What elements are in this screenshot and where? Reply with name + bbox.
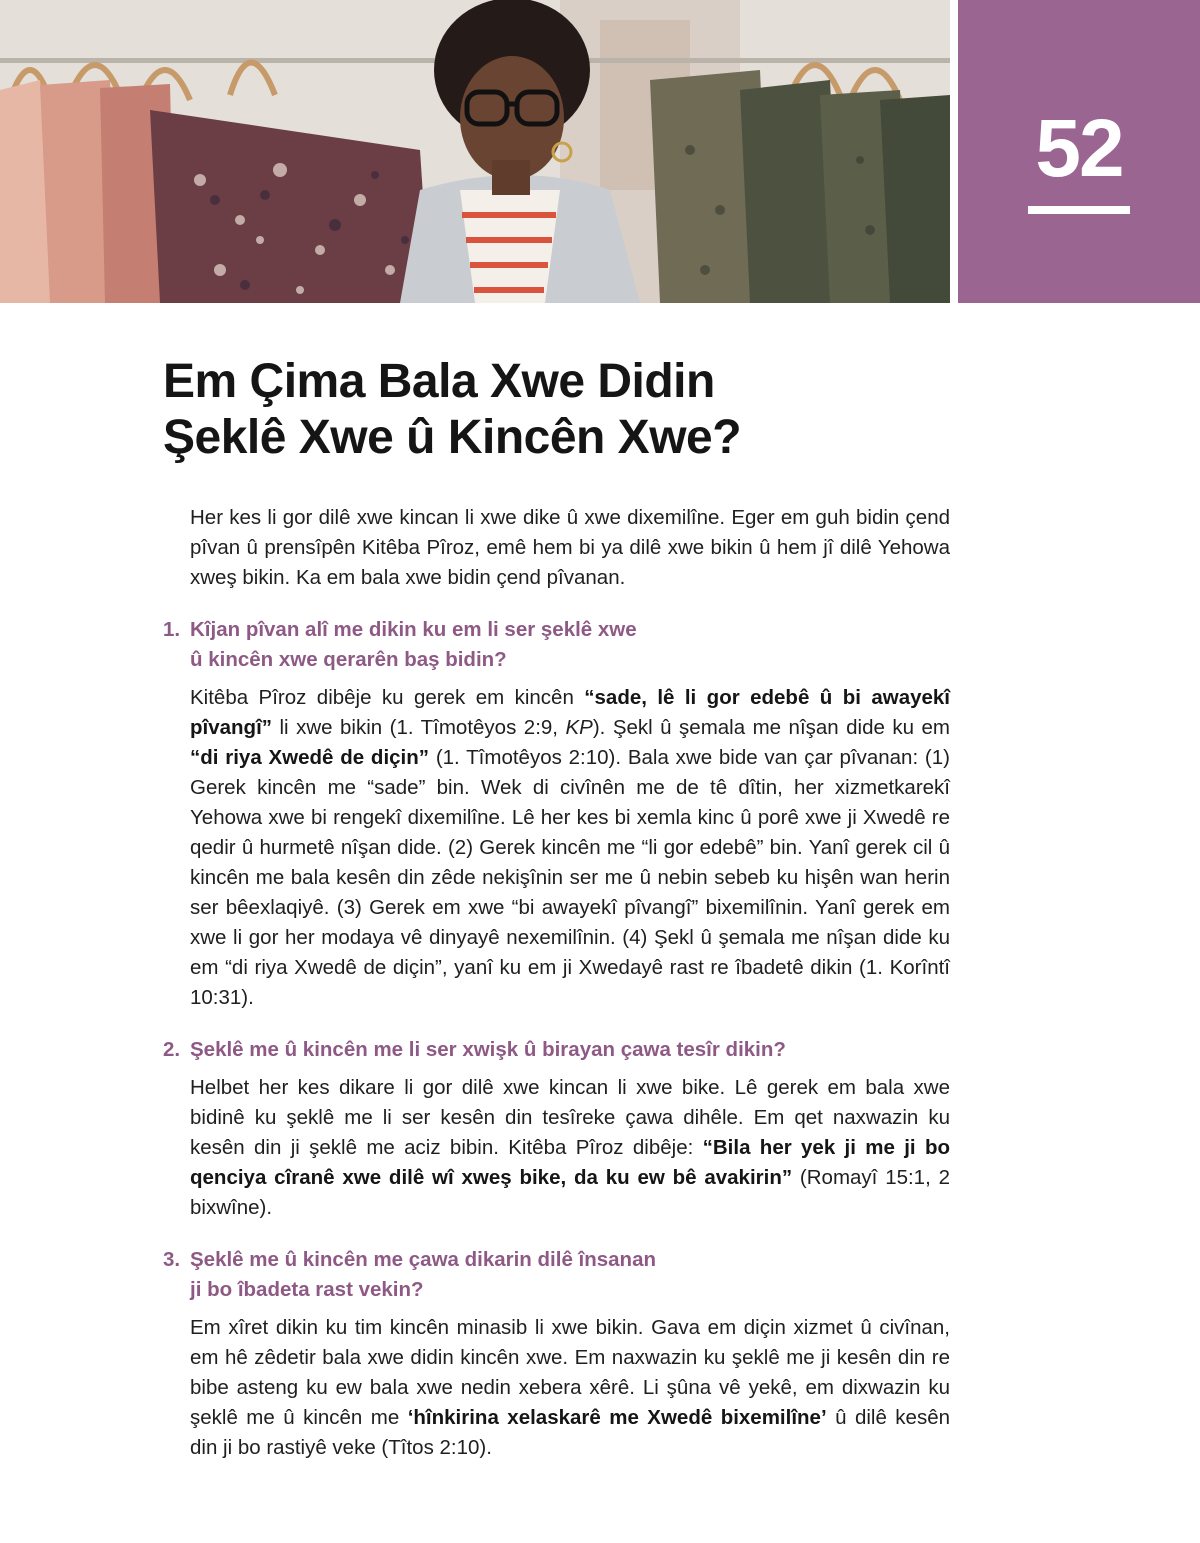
question-number: 2.: [163, 1038, 181, 1061]
question-heading: [163, 1245, 950, 1305]
intro-paragraph: Her kes li gor dilê xwe kincan li xwe dike û xwe dixemilîne. Eger em guh bidin çend pîvan û prensîpên Kitêba Pîroz, emê hem bi ya dilê xwe bikin û hem jî dilê Yehowa xweş bikin. Ka em bala xwe bidin çend pîvanan.: [190, 506, 950, 589]
lesson-number: 52: [1035, 103, 1123, 194]
scripture-quote: “sade, lê li gor edebê û bi awayekî pîvangî”: [190, 686, 950, 739]
page-title: [163, 354, 923, 466]
answer-paragraph: [190, 1313, 950, 1463]
question-number: 1.: [163, 618, 181, 641]
question-heading: [163, 615, 950, 675]
hero-image: [0, 0, 950, 303]
answer-text: (Romayî 15:1, 2 bixwîne).: [190, 1166, 950, 1219]
question-line-1: Şeklê me û kincên me li ser xwişk û birayan çawa tesîr dikin?: [190, 1038, 786, 1061]
question-line-1: Şeklê me û kincên me çawa dikarin dilê însanan: [190, 1248, 657, 1271]
answer-text: Kitêba Pîroz dibêje ku gerek em kincên: [190, 686, 585, 709]
answer-text: û dilê kesên din ji bo rastiyê veke (Tîtos 2:10).: [190, 1406, 951, 1459]
page-title-line-2: Şeklê Xwe û Kincên Xwe?: [163, 411, 742, 464]
section-1: [163, 615, 950, 1013]
lesson-number-box: [958, 0, 1200, 303]
question-line-2: ji bo îbadeta rast vekin?: [190, 1278, 424, 1301]
lesson-number-underline: [1028, 206, 1130, 214]
scripture-quote: “Bila her yek ji me ji bo qenciya cîranê xwe dilê wî xweş bike, da ku ew bê avakirin”: [190, 1136, 950, 1189]
answer-text: ). Şekl û şemala me nîşan dide ku em: [592, 716, 950, 739]
question-heading: [163, 1035, 950, 1065]
scripture-quote: “di riya Xwedê de diçin”: [190, 746, 430, 769]
question-number: 3.: [163, 1248, 181, 1271]
emphasis-text: KP: [565, 716, 593, 739]
question-line-1: Kîjan pîvan alî me dikin ku em li ser şeklê xwe: [190, 618, 637, 641]
answer-text: (1. Tîmotêyos 2:10). Bala xwe bide van çar pîvanan: (1) Gerek kincên me “sade” bin. Wek di civînên me de tê dîtin, her xizmetkarekî Yehowa xwe bi rengekî dixemilîne. Lê her kes bi xemla kinc û porê xwe ji Xwedê re qedir û hurmetê nîşan dide. (2) Gerek kincên me “li gor edebê” bin. Yanî gerek cil û kincên me bala kesên din zêde nekişînin ser me û nebin sebeb ku hişên wan herin ser bêexlaqiyê. (3) Gerek em xwe “bi awayekî pîvangî” bixemilînin. Yanî gerek em xwe li gor her modaya vê dinyayê nexemilînin. (4) Şekl û şemala me nîşan dide ku em “di riya Xwedê de diçin”, yanî ku em ji Xwedayê rast re îbadetê dikin (1. Korîntî 10:31).: [190, 746, 950, 1009]
page-title-line-1: Em Çima Bala Xwe Didin: [163, 355, 715, 408]
section-3: [163, 1245, 951, 1463]
question-line-2: û kincên xwe qerarên baş bidin?: [190, 648, 507, 671]
answer-text: Em xîret dikin ku tim kincên minasib li xwe bikin. Gava em diçin xizmet û civînan, em hê zêdetir bala xwe didin kincên xwe. Em naxwazin ku şeklê me ji kesên din re bibe asteng ku ew bala xwe nedin xebera xêrê. Li şûna vê yekê, em dixwazin ku şeklê me û kincên me: [190, 1316, 950, 1429]
answer-paragraph: [190, 683, 950, 1013]
scripture-quote: ‘hînkirina xelaskarê me Xwedê bixemilîne’: [407, 1406, 827, 1429]
answer-text: Helbet her kes dikare li gor dilê xwe kincan li xwe bike. Lê gerek em bala xwe bidinê ku şeklê me li ser kesên din tesîreke çawa dihêle. Em qet naxwazin ku kesên din ji şeklê me aciz bibin. Kitêba Pîroz dibêje:: [190, 1076, 950, 1159]
section-2: [163, 1035, 950, 1223]
answer-text: li xwe bikin (1. Tîmotêyos 2:9,: [272, 716, 566, 739]
lesson-content: [163, 503, 951, 1485]
answer-paragraph: [190, 1073, 950, 1223]
